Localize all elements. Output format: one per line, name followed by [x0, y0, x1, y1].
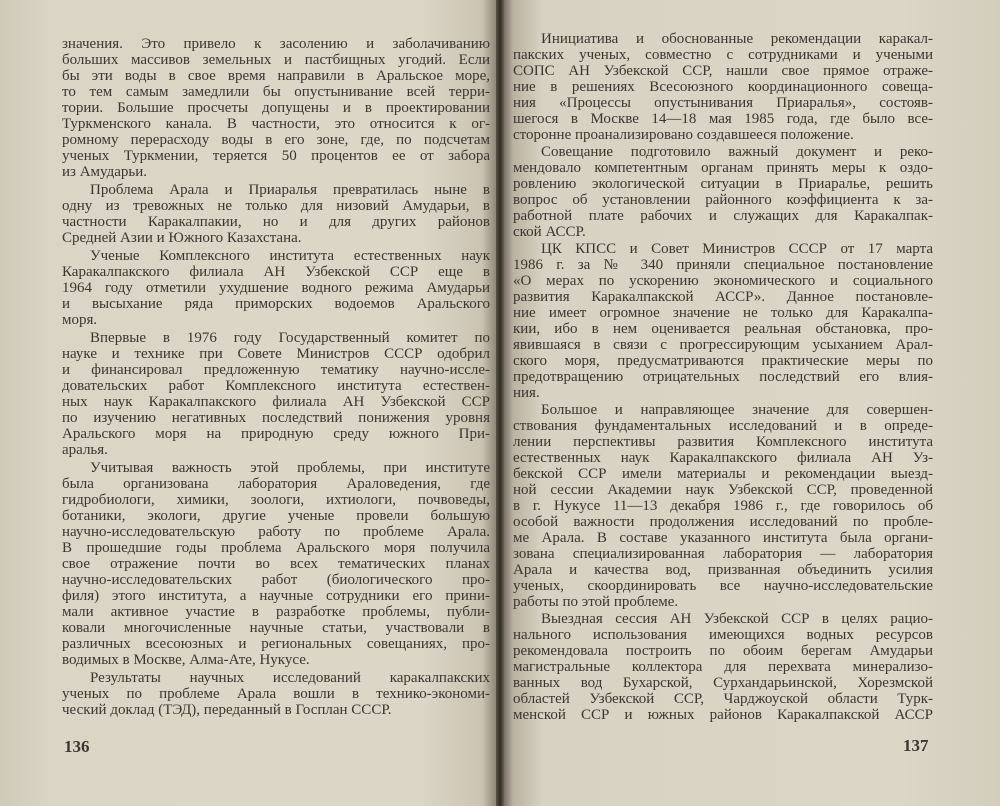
- text-line: работной плате рабочих и служащих для Каракалпак-: [513, 208, 933, 224]
- text-line: ванных вод Бухарской, Сурхандарьинской, Хорезмской: [513, 675, 933, 691]
- page-number: 137: [903, 736, 929, 755]
- text-line: «О мерах по ускорению экономического и социального: [513, 273, 933, 289]
- text-line: Впервые в 1976 году Государственный комитет по: [90, 330, 490, 346]
- text-line: ученых, скоординировать все научно-исследовательские: [513, 578, 933, 594]
- paragraph: [62, 460, 490, 668]
- text-line: из Амударьи.: [62, 164, 147, 180]
- text-line: в г. Нукусе 11—13 декабря 1986 г., где говорилось об: [513, 498, 933, 514]
- text-line: значения. Это привело к засолению и заболачиванию: [62, 36, 490, 52]
- text-line: научно-исследовательских работ (биологического про-: [62, 572, 490, 588]
- text-line: Совещание подготовило важный документ и реко-: [541, 144, 933, 160]
- text-line: 1986 г. за № 340 приняли специальное постановление: [513, 257, 933, 273]
- page-number: 136: [64, 737, 90, 756]
- text-line: зована специализированная лаборатория — лаборатория: [513, 546, 933, 562]
- text-line: различных всесоюзных и региональных совещаниях, про-: [62, 636, 490, 652]
- text-line: ствования фундаментальных исследований и в опреде-: [513, 418, 933, 434]
- text-line: В прошедшие годы проблема Аральского моря получила: [62, 540, 490, 556]
- text-line: ме Арала. В составе указанного института была органи-: [513, 530, 933, 546]
- text-line: явившаяся в связи с прогрессирующим усыханием Арал-: [513, 337, 933, 353]
- text-line: ние имеет огромное значение не только для Каракалпа-: [513, 305, 933, 321]
- text-line: Выездная сессия АН Узбекской ССР в целях рацио-: [541, 611, 933, 627]
- text-line: и высыхание ряда приморских водоемов Аральского: [62, 296, 490, 312]
- text-line: предотвращению отрицательных последствий его влия-: [513, 369, 933, 385]
- text-line: тории. Большие просчеты допущены и в проектировании: [62, 100, 490, 116]
- text-line: шегося в Москве 14—18 мая 1985 года, где было все-: [513, 111, 933, 127]
- text-line: СОПС АН Узбекской ССР, нашли свое прямое отраже-: [513, 63, 933, 79]
- text-line: Арала и качества вод, призванная объединить усилия: [513, 562, 933, 578]
- page-text: [513, 31, 933, 724]
- paragraph: [62, 36, 490, 180]
- text-line: Учитывая важность этой проблемы, при институте: [90, 460, 490, 476]
- text-line: 1964 году отметили ухудшение водного режима Амударьи: [62, 280, 490, 296]
- paragraph: [62, 330, 490, 458]
- text-line: Средней Азии и Южного Казахстана.: [62, 230, 302, 246]
- text-line: развития Каракалпакской АССР». Данное постановле-: [513, 289, 933, 305]
- text-line: естественных наук Каракалпакского филиала АН Уз-: [513, 450, 933, 466]
- text-line: особой важности продолжения исследований по пробле-: [513, 514, 933, 530]
- text-line: ческий доклад (ТЭД), переданный в Госплан СССР.: [62, 702, 392, 718]
- text-line: одну из тревожных не только для низовий Амударьи, в: [62, 198, 490, 214]
- text-line: Аральского моря на природную среду южного При-: [62, 426, 490, 442]
- text-line: работы по этой проблеме.: [513, 594, 679, 610]
- paragraph: [513, 144, 933, 240]
- text-line: ученых по проблеме Арала вошли в технико-экономи-: [62, 686, 490, 702]
- text-line: Инициатива и обоснованные рекомендации каракал-: [541, 31, 933, 47]
- text-line: ского моря, предусматриваются практические меры по: [513, 353, 933, 369]
- text-line: то тем самым замедлили бы опустынивание всей терри-: [62, 84, 490, 100]
- page-text: [62, 36, 490, 720]
- text-line: Большое и направляющее значение для совершен-: [541, 402, 933, 418]
- text-line: моря.: [62, 312, 98, 328]
- text-line: аралья.: [62, 442, 108, 458]
- text-line: лении перспективы развития Комплексного института: [513, 434, 933, 450]
- paragraph: [62, 182, 490, 246]
- paragraph: [513, 31, 933, 143]
- text-line: ной сессии Академии наук Узбекской ССР, проведенной: [513, 482, 933, 498]
- text-line: и финансировал предложенную тематику научно-иссле-: [62, 362, 490, 378]
- text-line: ромному перерасходу воды в его зоне, где, по подсчетам: [62, 132, 490, 148]
- text-line: бы эти воды в свое время направили в Аральское море,: [62, 68, 490, 84]
- text-line: Каракалпакского филиала АН Узбекской ССР еще в: [62, 264, 490, 280]
- text-line: вопрос об установлении районного коэффициента к за-: [513, 192, 933, 208]
- paragraph: [513, 241, 933, 401]
- text-line: ботаники, экологи, другие ученые провели большую: [62, 508, 490, 524]
- text-line: мали активное участие в разработке проблемы, публи-: [62, 604, 490, 620]
- text-line: сторонне проанализировано создавшееся положение.: [513, 127, 854, 143]
- text-line: областей Узбекской ССР, Чарджоуской области Турк-: [513, 691, 933, 707]
- text-line: гидробиологи, химики, зоологи, ихтиологи, почвоведы,: [62, 492, 490, 508]
- text-line: ской АССР.: [513, 224, 586, 240]
- text-line: Результаты научных исследований каракалпакских: [90, 670, 490, 686]
- text-line: ния «Процессы опустынивания Приаралья», состояв-: [513, 95, 933, 111]
- text-line: науке и технике при Совете Министров СССР одобрил: [62, 346, 490, 362]
- text-line: Ученые Комплексного института естественных наук: [90, 248, 490, 264]
- text-line: ковали многочисленные научные статьи, участвовали в: [62, 620, 490, 636]
- text-line: мендовало компетентным органам принять меры к оздо-: [513, 160, 933, 176]
- right-page: [503, 0, 1000, 806]
- text-line: по изучению негативных последствий понижения уровня: [62, 410, 490, 426]
- text-line: ровлению экологической ситуации в Приаралье, решить: [513, 176, 933, 192]
- paragraph: [513, 611, 933, 723]
- text-line: бекской ССР имели материалы и рекомендации выезд-: [513, 466, 933, 482]
- text-line: была организована лаборатория Араловедения, где: [62, 476, 490, 492]
- text-line: филя) этого института, а научные сотрудники его прини-: [62, 588, 490, 604]
- text-line: ние в решениях Всесоюзного координационного совеща-: [513, 79, 933, 95]
- text-line: ЦК КПСС и Совет Министров СССР от 17 марта: [541, 241, 933, 257]
- text-line: свое отражение почти во всех тематических планах: [62, 556, 490, 572]
- text-line: ния.: [513, 385, 540, 401]
- text-line: менской ССР и южных районов Каракалпакской АССР: [513, 707, 933, 723]
- text-line: магистральные коллектора для перехвата минерализо-: [513, 659, 933, 675]
- text-line: научно-исследовательскую работу по проблеме Арала.: [62, 524, 490, 540]
- text-line: больших массивов земельных и пастбищных угодий. Если: [62, 52, 490, 68]
- text-line: частности Каракалпакии, но и для других районов: [62, 214, 490, 230]
- paragraph: [62, 670, 490, 718]
- text-line: ученых Туркмении, теряется 50 процентов ее от забора: [62, 148, 490, 164]
- text-line: нального использования имеющихся водных ресурсов: [513, 627, 933, 643]
- text-line: Проблема Арала и Приаралья превратилась ныне в: [90, 182, 490, 198]
- text-line: довательских работ Комплексного института естествен-: [62, 378, 490, 394]
- text-line: кии, ибо в нем оценивается реальная обстановка, про-: [513, 321, 933, 337]
- paragraph: [513, 402, 933, 610]
- text-line: водимых в Москве, Алма-Ате, Нукусе.: [62, 652, 310, 668]
- text-line: пакских ученых, совместно с сотрудниками и учеными: [513, 47, 933, 63]
- paragraph: [62, 248, 490, 328]
- left-page: [0, 0, 497, 806]
- text-line: Туркменского канала. В частности, это относится к ог-: [62, 116, 490, 132]
- text-line: рекомендовала построить по обоим берегам Амударьи: [513, 643, 933, 659]
- book-gutter: [496, 0, 504, 806]
- text-line: ных наук Каракалпакского филиала АН Узбекской ССР: [62, 394, 490, 410]
